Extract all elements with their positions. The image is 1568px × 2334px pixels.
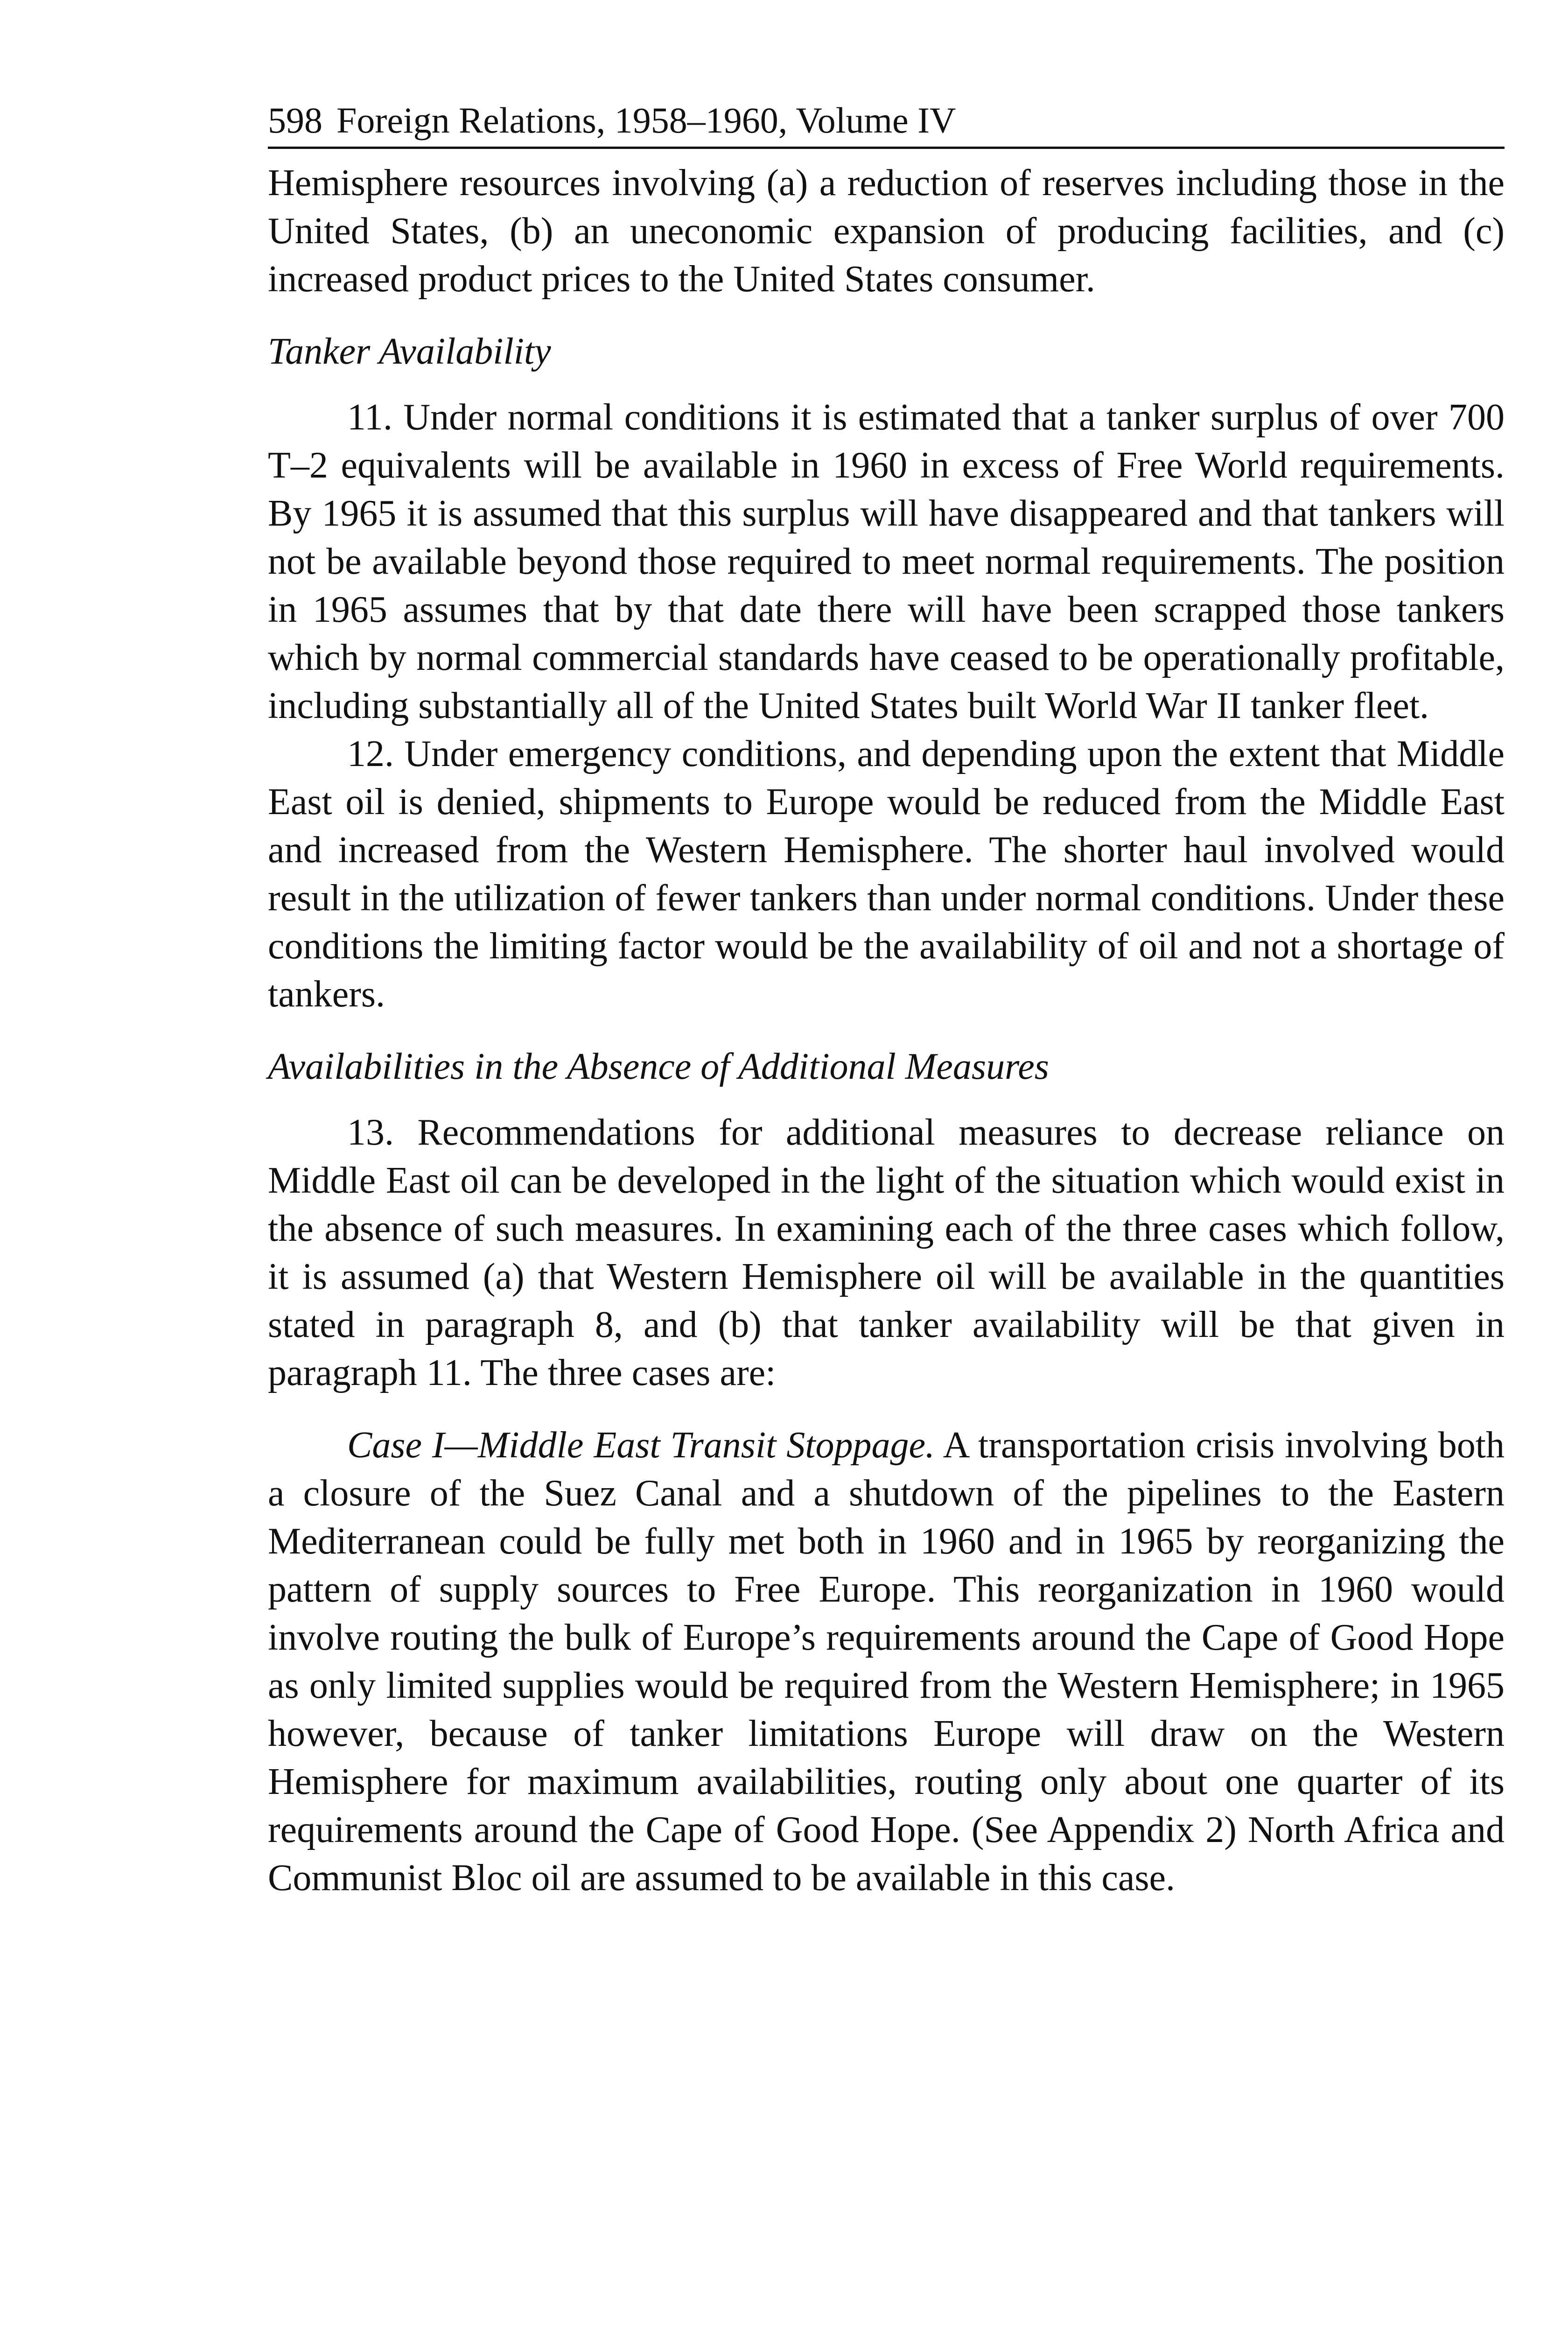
paragraph-case-1 (268, 1421, 1505, 1902)
paragraph-11: 11. Under normal conditions it is estimated that a tanker surplus of over 700 T–2 equivalents will be available in 1960 in excess of Free World requirements. By 1965 it is assumed that this surplus will have disappeared and that tankers will not be available beyond those required to meet normal requirements. The position in 1965 assumes that by that date there will have been scrapped those tankers which by normal commercial standards have ceased to be operationally profitable, including substantially all of the United States built World War II tanker fleet. (268, 397, 1505, 726)
text-column (268, 98, 1505, 1902)
case-1-body: A transportation crisis involving both a closure of the Suez Canal and a shutdown of the pipelines to the Eastern Mediterranean could be fully met both in 1960 and in 1965 by reorganizing the pattern of supply sources to Free Europe. This reorganization in 1960 would involve routing the bulk of Europe’s requirements around the Cape of Good Hope as only limited supplies would be required from the Western Hemisphere; in 1965 however, because of tanker limitations Europe will draw on the Western Hemisphere for maximum availabilities, routing only about one quarter of its requirements around the Cape of Good Hope. (See Appendix 2) North Africa and Communist Bloc oil are assumed to be available in this case. (268, 1425, 1505, 1898)
section-heading-tanker-availability: Tanker Availability (268, 331, 551, 372)
running-head (268, 98, 1505, 149)
paragraph-continuation: Hemisphere resources involving (a) a reduction of reserves including those in the United States, (b) an uneconomic expansion of producing facilities, and (c) increased product prices to the United States consumer. (268, 162, 1505, 300)
case-1-title: Case I—Middle East Transit Stoppage. (347, 1425, 935, 1466)
section-heading-availabilities: Availabilities in the Absence of Additional Measures (268, 1046, 1049, 1087)
paragraph-13: 13. Recommendations for additional measures to decrease reliance on Middle East oil can be developed in the light of the situation which would exist in the absence of such measures. In examining each of the three cases which follow, it is assumed (a) that Western Hemisphere oil will be available in the quantities stated in paragraph 8, and (b) that tanker availability will be that given in paragraph 11. The three cases are: (268, 1112, 1505, 1393)
paragraph-12: 12. Under emergency conditions, and depending upon the extent that Middle East oil is denied, shipments to Europe would be reduced from the Middle East and increased from the Western Hemisphere. The shorter haul involved would result in the utilization of fewer tankers than under normal conditions. Under these conditions the limiting factor would be the availability of oil and not a shortage of tankers. (268, 733, 1505, 1015)
running-title: Foreign Relations, 1958–1960, Volume IV (336, 100, 956, 141)
page-number: 598 (268, 100, 322, 141)
